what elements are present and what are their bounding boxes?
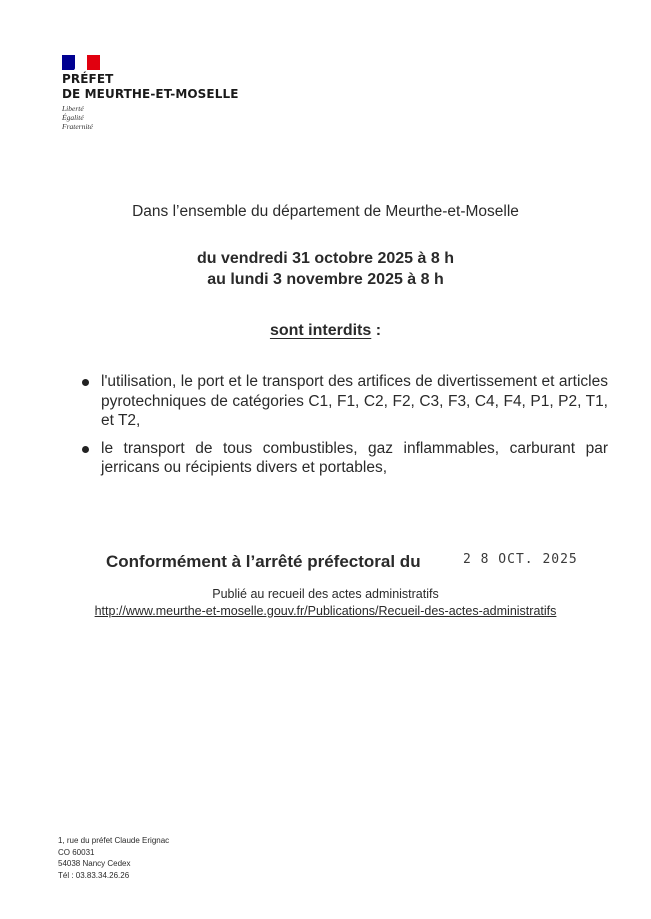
- republic-motto: [62, 104, 93, 131]
- date-from: du vendredi 31 octobre 2025 à 8 h: [197, 250, 454, 267]
- prefecture-title-line1: PRÉFET: [62, 72, 114, 86]
- list-item: [82, 439, 608, 478]
- motto-liberte: Liberté: [62, 104, 84, 113]
- marianne-flag-icon: [62, 55, 100, 70]
- published-note: Publié au recueil des actes administratifs: [212, 587, 439, 601]
- list-item-text: le transport de tous combustibles, gaz inflammables, carburant par jerricans ou récipients divers et portables,: [101, 439, 608, 476]
- address-line: CO 60031: [58, 847, 95, 857]
- date-to: au lundi 3 novembre 2025 à 8 h: [207, 271, 444, 288]
- prohibition-list: [82, 372, 608, 486]
- conformity-statement: Conformément à l’arrêté préfectoral du: [106, 552, 421, 571]
- motto-egalite: Égalité: [62, 113, 84, 122]
- footer-address: [58, 835, 169, 881]
- address-line: 54038 Nancy Cedex: [58, 859, 131, 868]
- scope-text: Dans l’ensemble du département de Meurthe-et-Moselle: [132, 203, 519, 220]
- prefecture-title-line2: DE MEURTHE-ET-MOSELLE: [62, 87, 239, 101]
- forbidden-label: sont interdits: [269, 322, 372, 339]
- list-item: [82, 372, 608, 431]
- bullet-icon: [82, 379, 89, 386]
- list-item-text: l'utilisation, le port et le transport des artifices de divertissement et articles pyrotechniques de catégories C1, F1, C2, F2, C3, F3, C4, F4, P1, P2, T1, et T2,: [101, 373, 608, 429]
- forbidden-colon: :: [371, 322, 382, 339]
- motto-fraternite: Fraternité: [62, 122, 93, 131]
- forbidden-heading: [0, 322, 651, 340]
- prefecture-title: [62, 72, 239, 102]
- date-range: [0, 248, 651, 290]
- publication-url-link[interactable]: http://www.meurthe-et-moselle.gouv.fr/Publications/Recueil-des-actes-administratifs: [94, 604, 557, 618]
- stamp-date: 2 8 OCT. 2025: [463, 552, 578, 567]
- bullet-icon: [82, 446, 89, 453]
- address-phone: Tél : 03.83.34.26.26: [58, 870, 130, 880]
- address-line: 1, rue du préfet Claude Erignac: [58, 836, 170, 845]
